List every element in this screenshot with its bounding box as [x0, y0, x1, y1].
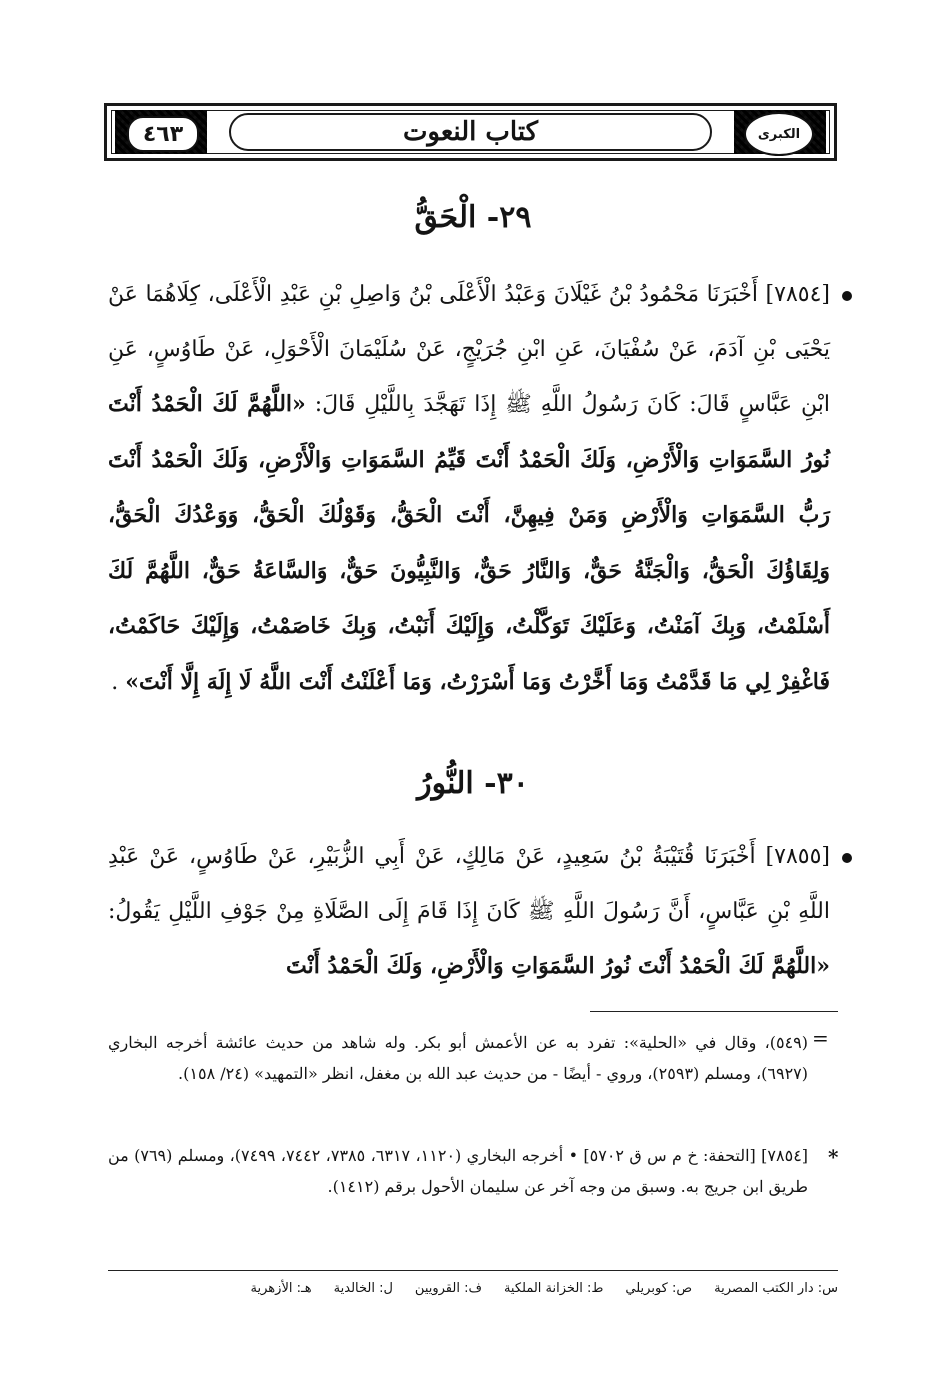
section-30-title: ٣٠- النُّورُ: [417, 766, 529, 801]
hadith-7855: [108, 830, 830, 1000]
legend-separator: [108, 1270, 838, 1271]
book-title: كتاب النعوت: [402, 117, 539, 147]
legend-item: ط: الخزانة الملكية: [503, 1281, 604, 1296]
hadith-7854: [108, 268, 830, 738]
legend-item: ف: القرويين: [414, 1281, 482, 1296]
hadith-7855-matn: «اللَّهُمَّ لَكَ الْحَمْدُ أَنْتَ نُورُ السَّمَوَاتِ وَالْأَرْضِ، وَلَكَ الْحَمْدُ أَنْتَ: [286, 953, 830, 979]
hadith-7854-isnad: [٧٨٥٤] أَخْبَرَنَا مَحْمُودُ بْنُ غَيْلَانَ وَعَبْدُ الْأَعْلَى بْنُ وَاصِلِ بْنِ عَبْدِ الْأَعْلَى، كِلَاهُمَا عَنْ يَحْيَى بْنِ آدَمَ، عَنْ سُفْيَانَ، عَنِ ابْنِ جُرَيْجٍ، عَنْ سُلَيْمَانَ الْأَحْوَلِ، عَنْ طَاوُسٍ، عَنِ ابْنِ عَبَّاسٍ قَالَ: كَانَ رَسُولُ اللَّهِ ﷺ إِذَا تَهَجَّدَ بِاللَّيْلِ قَالَ:: [108, 282, 830, 417]
footnote-549: (٥٤٩)، وقال في «الحلية»: تفرد به عن الأعمش أبو بكر. وله شاهد من حديث عائشة أخرجه البخاري (٦٩٢٧)، ومسلم (٢٥٩٣)، وروي - أيضًا - من حديث عبد الله بن مغفل، انظر «التمهيد» (٢٤/ ١٥٨).: [108, 1033, 808, 1083]
legend-item: هـ: الأزهرية: [250, 1281, 312, 1296]
footnote-star-icon: *: [828, 1145, 839, 1169]
page-header: [104, 103, 837, 161]
footnote-7854: [٧٨٥٤] [التحفة: خ م س ق ٥٧٠٢] • أخرجه البخاري (١١٢٠، ٦٣١٧، ٧٣٨٥، ٧٤٤٢، ٧٤٩٩)، ومسلم (٧٦٩) من طريق ابن جريج به. وسبق من وجه آخر عن سليمان الأحول برقم (١٤١٢).: [108, 1146, 809, 1196]
book-emblem: الكبرى: [744, 112, 814, 156]
manuscript-legend: [108, 1278, 838, 1300]
hadith-bullet-icon: [842, 291, 852, 301]
hadith-7854-end: .: [111, 669, 126, 695]
page-number: ٤٦٣: [127, 116, 199, 152]
section-29-title: ٢٩- الْحَقُّ: [414, 200, 532, 235]
hadith-bullet-icon: [842, 853, 852, 863]
legend-item: س: دار الكتب المصرية: [714, 1281, 838, 1296]
footnote-continuation-mark: =: [812, 1026, 829, 1050]
legend-item: ص: كوبريلي: [625, 1281, 693, 1296]
title-banner: [229, 113, 712, 151]
footnote-separator: [590, 1011, 838, 1012]
hadith-7854-matn: «اللَّهُمَّ لَكَ الْحَمْدُ أَنْتَ نُورُ السَّمَوَاتِ وَالْأَرْضِ، وَلَكَ الْحَمْدُ أَنْتَ قَيِّمُ السَّمَوَاتِ وَالْأَرْضِ، وَلَكَ الْحَمْدُ أَنْتَ رَبُّ السَّمَوَاتِ وَالْأَرْضِ وَمَنْ فِيهِنَّ، أَنْتَ الْحَقُّ، وَقَوْلُكَ الْحَقُّ، وَوَعْدُكَ الْحَقُّ، وَلِقَاؤُكَ الْحَقُّ، وَالْجَنَّةُ حَقٌّ، وَالنَّارُ حَقٌّ، وَالنَّبِيُّونَ حَقٌّ، وَالسَّاعَةُ حَقٌّ، اللَّهُمَّ لَكَ أَسْلَمْتُ، وَبِكَ آمَنْتُ، وَعَلَيْكَ تَوَكَّلْتُ، وَإِلَيْكَ أَنَبْتُ، وَبِكَ خَاصَمْتُ، وَإِلَيْكَ حَاكَمْتُ، فَاغْفِرْ لِي مَا قَدَّمْتُ وَمَا أَخَّرْتُ وَمَا أَسْرَرْتُ، وَمَا أَعْلَنْتُ أَنْتَ اللَّهُ لَا إِلَهَ إِلَّا أَنْتَ»: [108, 391, 830, 695]
hadith-7855-isnad: [٧٨٥٥] أَخْبَرَنَا قُتَيْبَةُ بْنُ سَعِيدٍ، عَنْ مَالِكٍ، عَنْ أَبِي الزُّبَيْرِ، عَنْ طَاوُسٍ، عَنْ عَبْدِ اللَّهِ بْنِ عَبَّاسٍ، أَنَّ رَسُولَ اللَّهِ ﷺ كَانَ إِذَا قَامَ إِلَى الصَّلَاةِ مِنْ جَوْفِ اللَّيْلِ يَقُولُ:: [108, 844, 830, 924]
legend-item: ل: الخالدية: [333, 1281, 393, 1296]
